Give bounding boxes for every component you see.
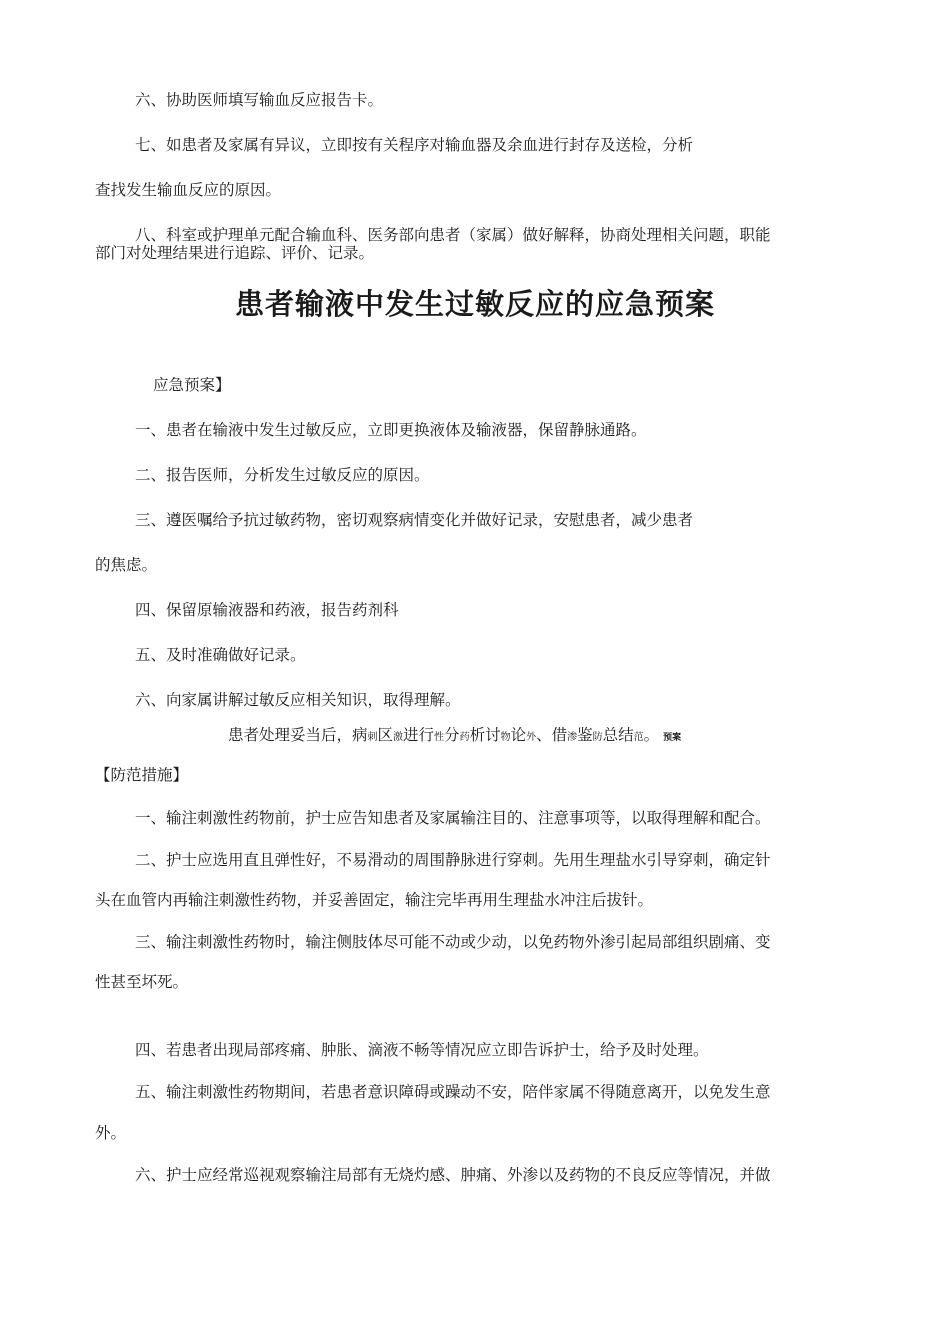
summary-overlay-text: 药 bbox=[459, 732, 470, 743]
plan-item-1: 一、患者在输液中发生过敏反应，立即更换液体及输液器，保留静脉通路。 bbox=[135, 421, 647, 439]
summary-text: 论 bbox=[510, 726, 527, 744]
summary-text: 患者处理妥当后，病 bbox=[228, 726, 368, 744]
prevention-item-4: 四、若患者出现局部疼痛、肿胀、滴液不畅等情况应立即告诉护士，给予及时处理。 bbox=[135, 1041, 709, 1059]
prevention-item-5-line-2: 外。 bbox=[95, 1124, 127, 1142]
plan-item-2: 二、报告医师，分析发生过敏反应的原因。 bbox=[135, 466, 430, 484]
paragraph-6: 六、协助医师填写输血反应报告卡。 bbox=[135, 91, 384, 109]
paragraph-8-line-1: 八、科室或护理单元配合输血科、医务部向患者（家属）做好解释，协商处理相关问题，职能 bbox=[135, 226, 771, 244]
summary-overlay-text: 刺 bbox=[367, 732, 378, 743]
prevention-item-1: 一、输注刺激性药物前，护士应告知患者及家属输注目的、注意事项等，以取得理解和配合。 bbox=[135, 809, 771, 827]
prevention-item-5-line-1: 五、输注刺激性药物期间，若患者意识障碍或躁动不安，陪伴家属不得随意离开，以免发生意 bbox=[135, 1083, 771, 1101]
prevention-item-2-line-2: 头在血管内再输注刺激性药物，并妥善固定，输注完毕再用生理盐水冲注后拔针。 bbox=[95, 891, 654, 909]
summary-text: 进行 bbox=[403, 726, 435, 744]
paragraph-7-line-1: 七、如患者及家属有异议，立即按有关程序对输血器及余血进行封存及送检，分析 bbox=[135, 136, 694, 154]
summary-text: 鉴 bbox=[577, 726, 593, 744]
summary-text: 。 bbox=[643, 726, 660, 744]
plan-item-3-line-2: 的焦虑。 bbox=[95, 556, 158, 574]
prevention-item-2-line-1: 二、护士应选用直且弹性好，不易滑动的周围静脉进行穿刺。先用生理盐水引导穿刺，确定针 bbox=[135, 851, 771, 869]
summary-text: 总结 bbox=[602, 726, 634, 744]
summary-overlay-text: 防 bbox=[592, 732, 603, 743]
summary-overlay-text: 范 bbox=[633, 732, 644, 743]
summary-overlay-text: 渗 bbox=[567, 732, 578, 743]
plan-heading: 应急预案】 bbox=[153, 376, 231, 394]
summary-overlay-text: 激 bbox=[393, 732, 404, 743]
summary-overlay-text: 物 bbox=[500, 732, 511, 743]
summary-text: 、借 bbox=[536, 726, 568, 744]
summary-overlay-text: 外 bbox=[526, 732, 537, 743]
plan-item-6: 六、向家属讲解过敏反应相关知识，取得理解。 bbox=[135, 691, 461, 709]
plan-item-3-line-1: 三、遵医嘱给予抗过敏药物，密切观察病情变化并做好记录，安慰患者，减少患者 bbox=[135, 511, 694, 529]
paragraph-7-line-2: 查找发生输血反应的原因。 bbox=[95, 181, 282, 199]
summary-overlay-text: 预案 bbox=[663, 733, 682, 743]
plan-item-5: 五、及时准确做好记录。 bbox=[135, 646, 306, 664]
summary-text: 析讨 bbox=[469, 726, 501, 744]
summary-line bbox=[228, 725, 681, 748]
page-title: 患者输液中发生过敏反应的应急预案 bbox=[234, 287, 715, 321]
plan-item-4: 四、保留原输液器和药液，报告药剂科 bbox=[135, 601, 399, 619]
paragraph-8-line-2: 部门对处理结果进行追踪、评价、记录。 bbox=[95, 244, 375, 262]
summary-text: 区 bbox=[377, 726, 394, 744]
prevention-item-3-line-2: 性甚至坏死。 bbox=[95, 973, 189, 991]
summary-text: 分 bbox=[444, 726, 460, 744]
prevention-item-3-line-1: 三、输注刺激性药物时，输注侧肢体尽可能不动或少动，以免药物外渗引起局部组织剧痛、变 bbox=[135, 933, 771, 951]
prevention-item-6: 六、护士应经常巡视观察输注局部有无烧灼感、肿痛、外渗以及药物的不良反应等情况，并做 bbox=[135, 1166, 771, 1184]
summary-overlay-text: 性 bbox=[434, 732, 445, 743]
prevention-heading: 【防范措施】 bbox=[95, 766, 189, 784]
